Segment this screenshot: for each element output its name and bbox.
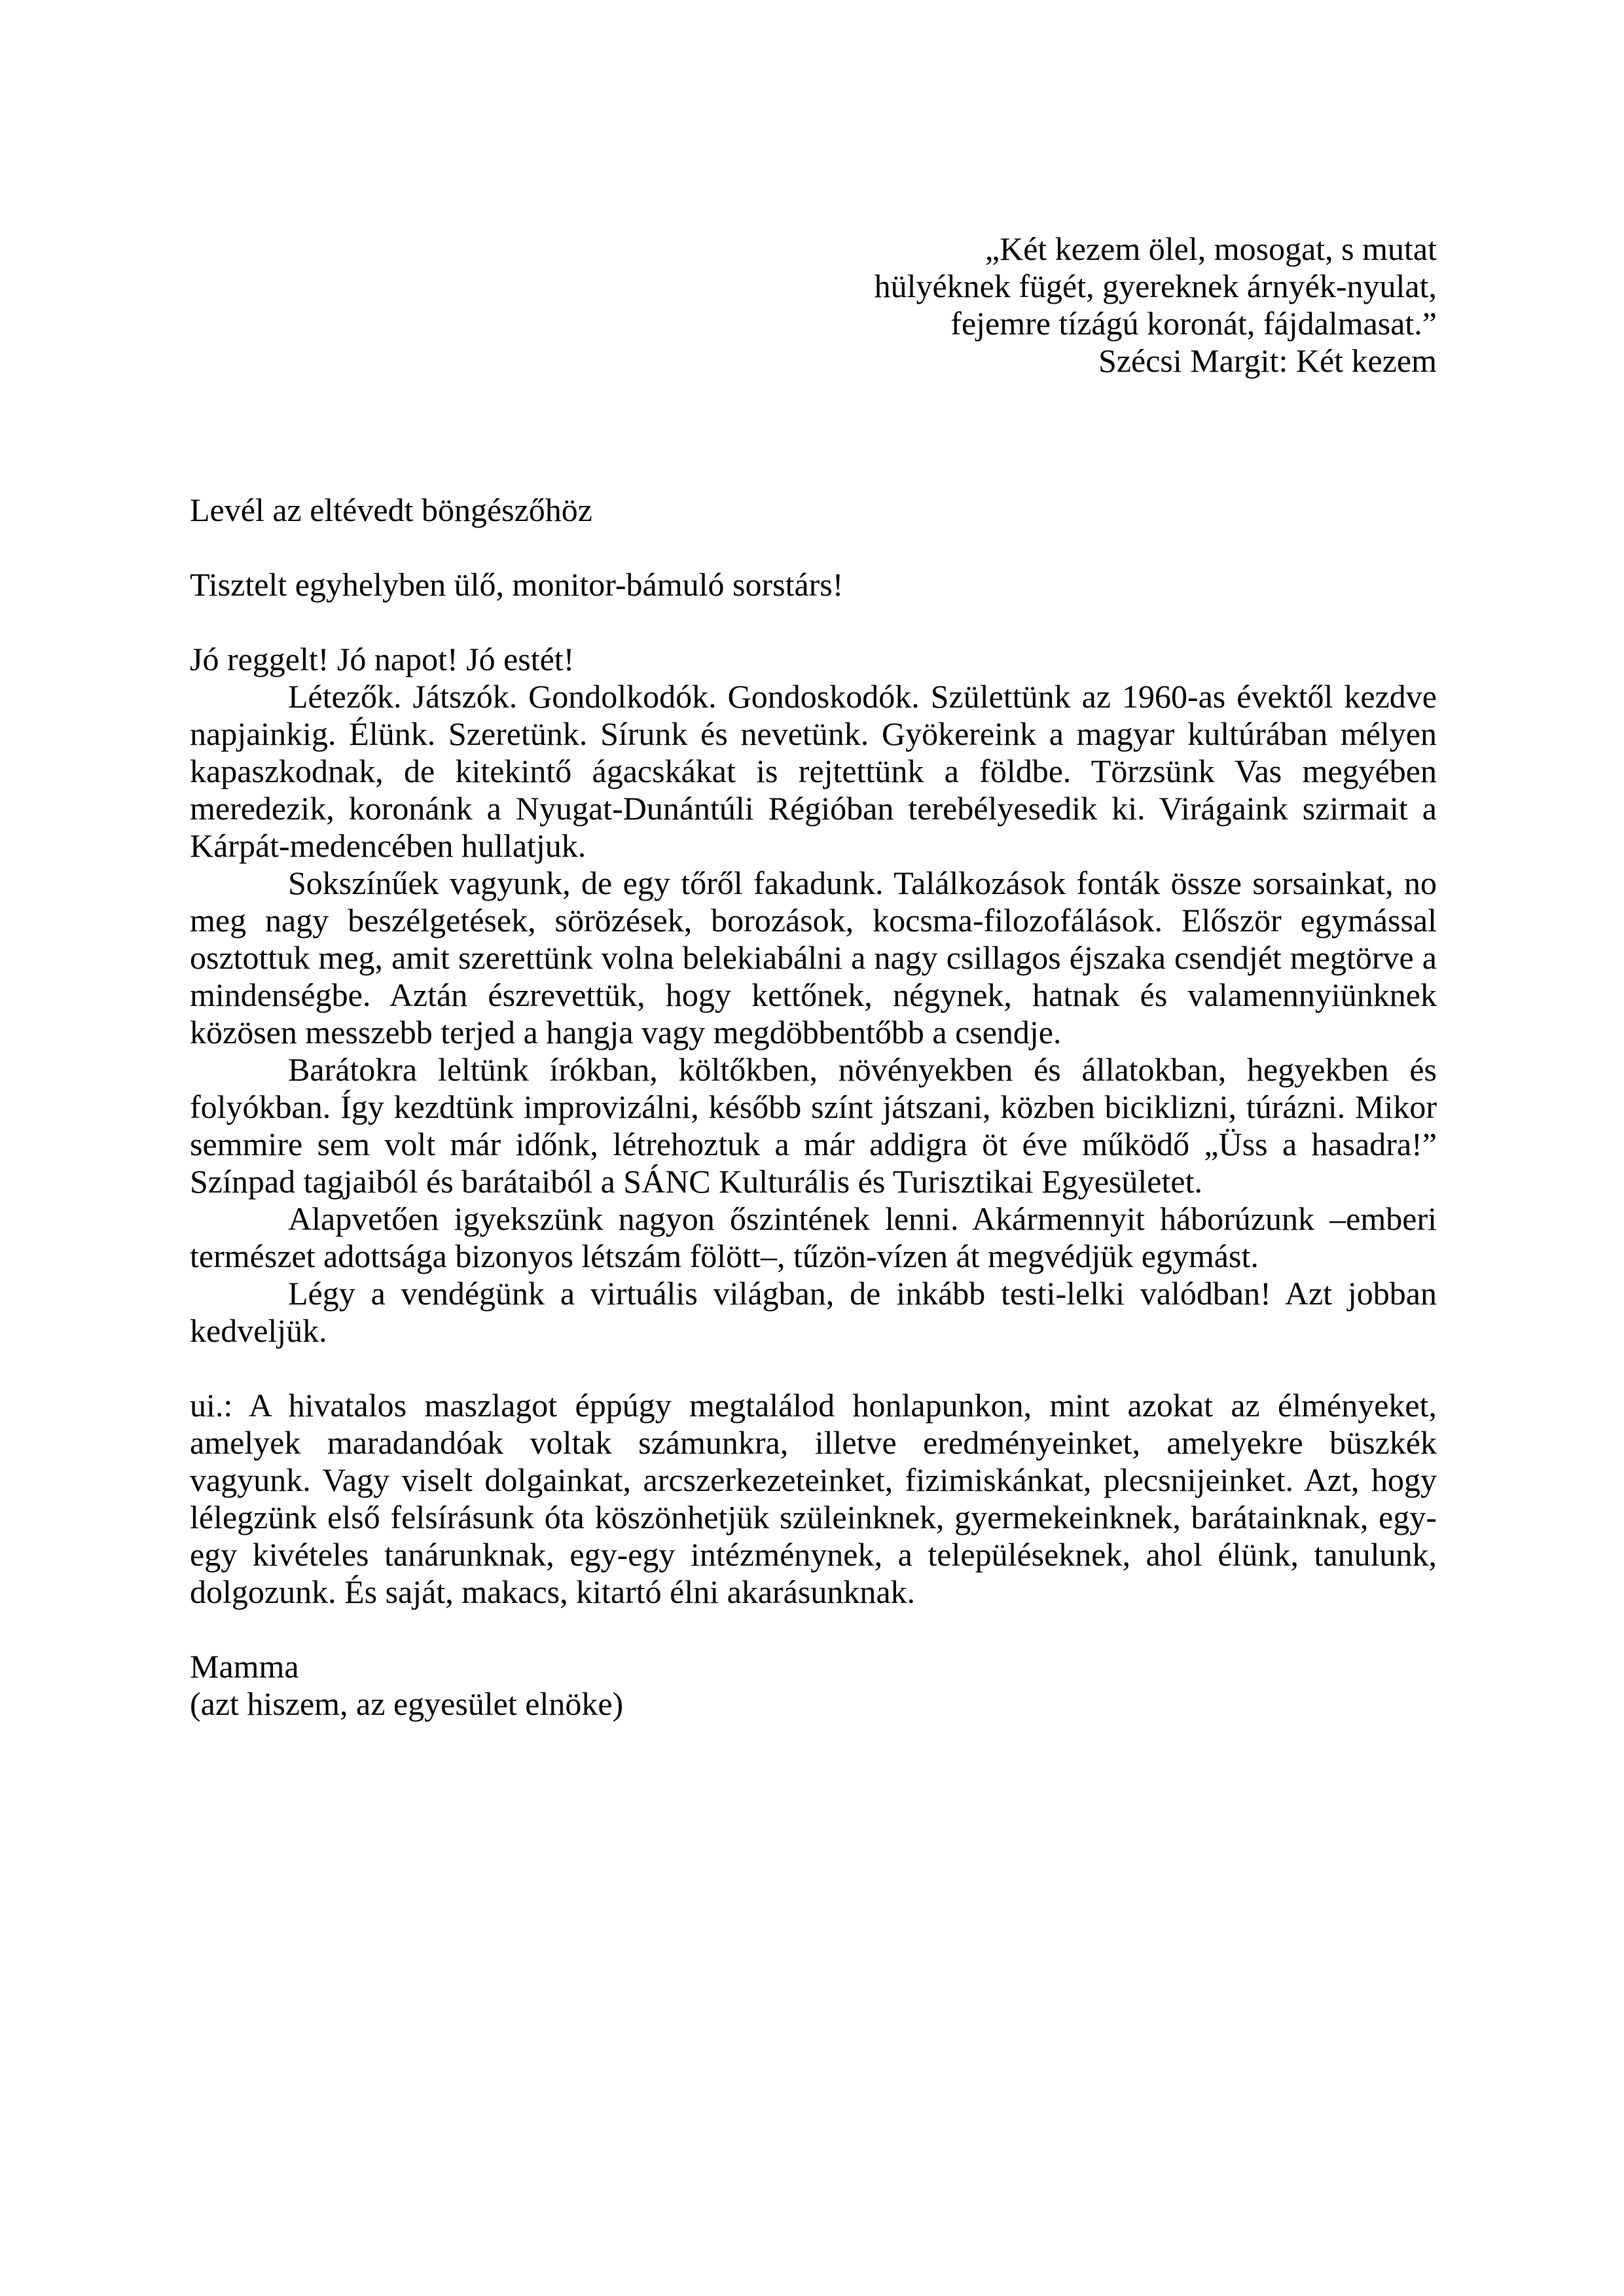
letter-title: Levél az eltévedt böngészőhöz (190, 492, 592, 528)
epigraph-line: fejemre tízágú koronát, fájdalmasat.” (950, 305, 1437, 342)
greeting: Jó reggelt! Jó napot! Jó estét! (190, 641, 575, 677)
epigraph-line: „Két kezem ölel, mosogat, s mutat (984, 230, 1437, 267)
signature-name: Mamma (190, 1648, 299, 1685)
body-paragraph: Alapvetően igyekszünk nagyon őszintének lenni. Akármennyit háborúzunk –emberi természet adottsága bizonyos létszám fölött–, tűzön-vízen át megvédjük egymást. (190, 1200, 1437, 1274)
body-paragraph: Létezők. Játszók. Gondolkodók. Gondoskodók. Születtünk az 1960-as évektől kezdve napjainkig. Élünk. Szeretünk. Sírunk és nevetünk. Gyökereink a magyar kultúrában mélyen kapaszkodnak, de kitekintő ágacskákat is rejtettünk a földbe. Törzsünk Vas megyében meredezik, koronánk a Nyugat-Dunántúli Régióban terebélyesedik ki. Virágaink szirmait a Kárpát-medencében hullatjuk. (190, 678, 1437, 864)
epigraph-attribution: Szécsi Margit: Két kezem (1098, 342, 1437, 379)
epigraph (190, 230, 1437, 380)
salutation: Tisztelt egyhelyben ülő, monitor-bámuló sorstárs! (190, 566, 844, 603)
epigraph-line: hülyéknek fügét, gyereknek árnyék-nyulat, (874, 268, 1437, 304)
postscript: ui.: A hivatalos maszlagot éppúgy megtalálod honlapunkon, mint azokat az élményeket, amelyek maradandóak voltak számunkra, illetve eredményeinket, amelyekre büszkék vagyunk. Vagy viselt dolgainkat, arcszerkezeteinket, fizimiskánkat, plecsnijeinket. Azt, hogy lélegzünk első felsírásunk óta köszönhetjük szüleinknek, gyermekeinknek, barátainknak, egy-egy kivételes tanárunknak, egy-egy intézménynek, a településeknek, ahol élünk, tanulunk, dolgozunk. És saját, makacs, kitartó élni akarásunknak. (190, 1387, 1437, 1610)
body-paragraph: Barátokra leltünk írókban, költőkben, növényekben és állatokban, hegyekben és folyókban. Így kezdtünk improvizálni, később színt játszani, közben biciklizni, túrázni. Mikor semmire sem volt már időnk, létrehoztuk a már addigra öt éve működő „Üss a hasadra!” Színpad tagjaiból és barátaiból a SÁNC Kulturális és Turisztikai Egyesületet. (190, 1051, 1437, 1200)
body-paragraph: Légy a vendégünk a virtuális világban, de inkább testi-lelki valódban! Azt jobban kedveljük. (190, 1275, 1437, 1349)
body-paragraph: Sokszínűek vagyunk, de egy tőről fakadunk. Találkozások fonták össze sorsainkat, no meg nagy beszélgetések, sörözések, borozások, kocsma-filozofálások. Először egymással osztottuk meg, amit szerettünk volna belekiabálni a nagy csillagos éjszaka csendjét megtörve a mindenségbe. Aztán észrevettük, hogy kettőnek, négynek, hatnak és valamennyiünknek közösen messzebb terjed a hangja vagy megdöbbentőbb a csendje. (190, 865, 1437, 1050)
signature-note: (azt hiszem, az egyesület elnöke) (190, 1685, 624, 1722)
